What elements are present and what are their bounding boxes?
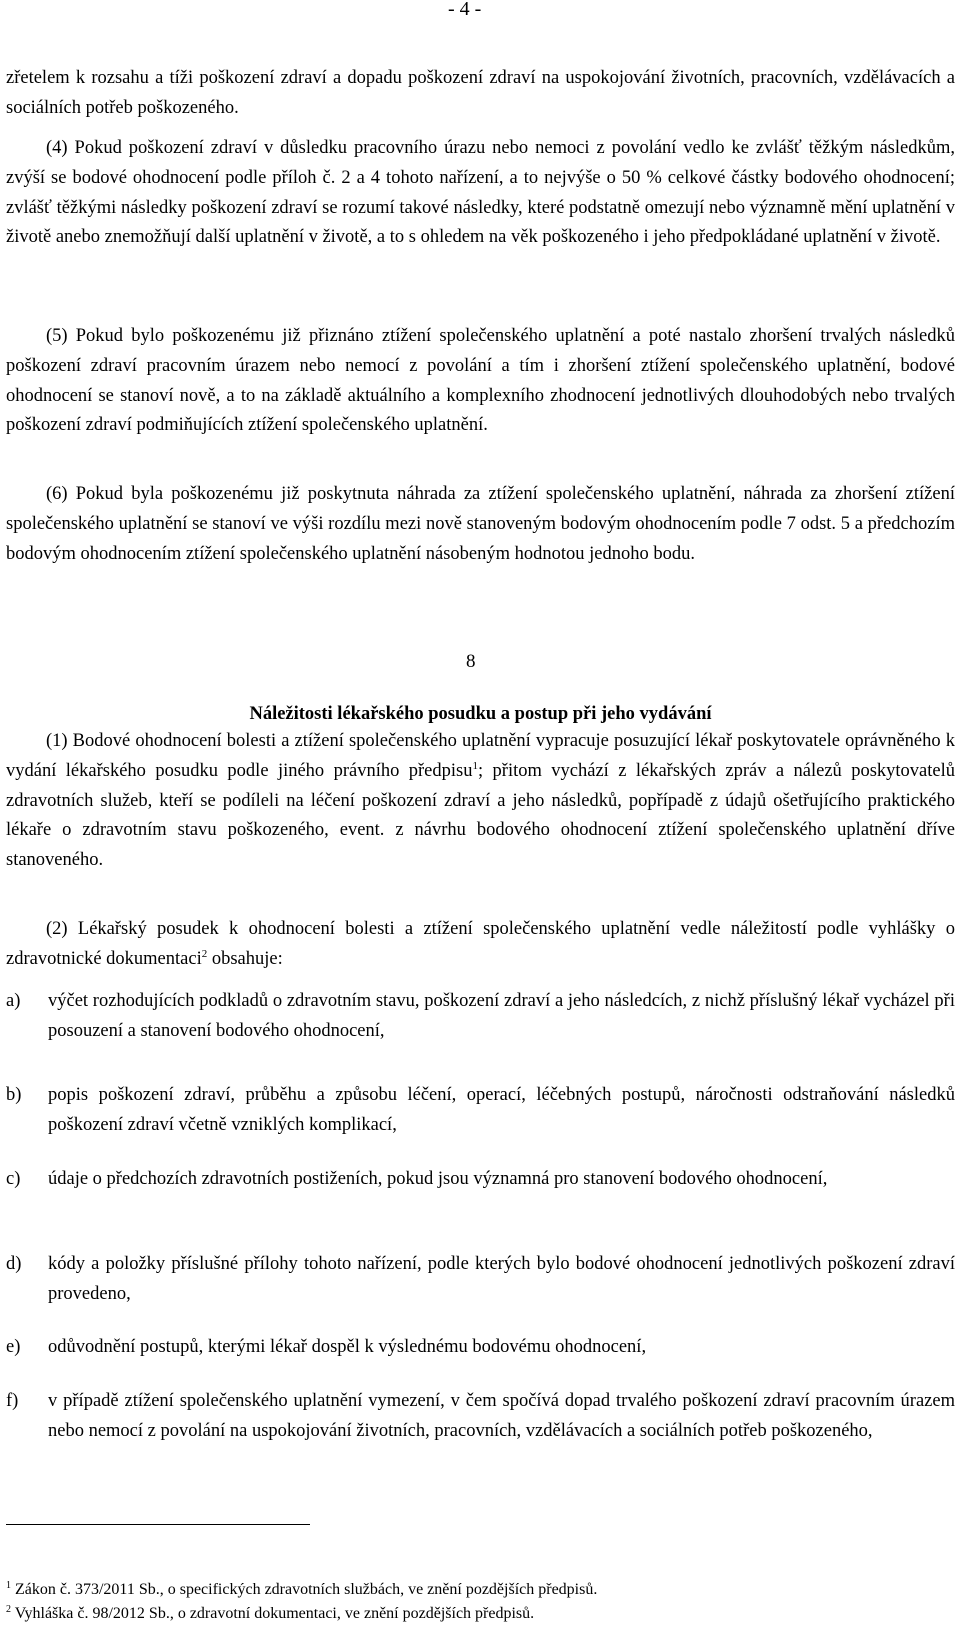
- list-item-marker: c): [6, 1169, 21, 1189]
- section-paragraph-1-text: (1) Bodové ohodnocení bolesti a ztížení společenského uplatnění vypracuje posuzující lékař poskytovatele oprávněného k vydání lékařského posudku podle jiného právního předpisu: [6, 731, 955, 781]
- footnote-text: Vyhláška č. 98/2012 Sb., o zdravotní dokumentaci, ve znění pozdějších předpisů.: [11, 1605, 535, 1622]
- section-paragraph-2: [6, 915, 955, 975]
- section-number: 8: [466, 651, 476, 672]
- list-item-text: údaje o předchozích zdravotních postiženích, pokud jsou významná pro stanovení bodového ohodnocení,: [48, 1169, 828, 1189]
- footnote-text: Zákon č. 373/2011 Sb., o specifických zdravotních službách, ve znění pozdějších předpisů.: [11, 1581, 598, 1598]
- list-item-marker: f): [6, 1391, 19, 1411]
- list-item-marker: d): [6, 1254, 22, 1274]
- paragraph-6: (6) Pokud byla poškozenému již poskytnuta náhrada za ztížení společenského uplatnění, náhrada za zhoršení ztížení společenského uplatnění se stanoví ve výši rozdílu mezi nově stanoveným bodovým ohodnocením podle 7 odst. 5 a předchozím bodovým ohodnocením ztížení společenského uplatnění násobeným hodnotou jednoho bodu.: [6, 484, 955, 564]
- paragraph-continuation: zřetelem k rozsahu a tíži poškození zdraví a dopadu poškození zdraví na uspokojování životních, pracovních, vzdělávacích a sociálních potřeb poškozeného.: [6, 68, 955, 118]
- list-item: [6, 1333, 955, 1363]
- list-item-text: výčet rozhodujících podkladů o zdravotním stavu, poškození zdraví a jeho následcích, z nichž příslušný lékař vycházel při posouzení a stanovení bodového ohodnocení,: [48, 991, 955, 1041]
- footnote-reference-2: 2: [201, 947, 208, 960]
- list-item: [6, 1250, 955, 1310]
- list-item-marker: b): [6, 1085, 22, 1105]
- footnote-2: [6, 1603, 955, 1625]
- list-item-text: odůvodnění postupů, kterými lékař dospěl k výslednému bodovému ohodnocení,: [48, 1337, 647, 1357]
- paragraph-5: (5) Pokud bylo poškozenému již přiznáno ztížení společenského uplatnění a poté nastalo zhoršení trvalých následků poškození zdraví pracovním úrazem nebo nemocí z povolání a tím i zhoršení ztížení společenského uplatnění, bodové ohodnocení se stanoví nově, a to na základě aktuálního a komplexního zhodnocení jednotlivých dlouhodobých nebo trvalých poškození zdraví podmiňujících ztížení společenského uplatnění.: [6, 326, 955, 436]
- section-paragraph-2-continuation: obsahuje:: [207, 948, 283, 969]
- footnote-separator: [6, 1524, 310, 1525]
- list-item: [6, 1081, 955, 1141]
- list-item-marker: a): [6, 991, 21, 1011]
- footnote-number: 2: [6, 1604, 11, 1615]
- list-item-marker: e): [6, 1337, 21, 1357]
- paragraph-4: (4) Pokud poškození zdraví v důsledku pracovního úrazu nebo nemoci z povolání vedlo ke zvlášť těžkým následkům, zvýší se bodové ohodnocení podle příloh č. 2 a 4 tohoto nařízení, a to nejvýše o 50 % celkové částky bodového ohodnocení; zvlášť těžkými následky poškození zdraví se rozumí takové následky, které podstatně omezují nebo významně mění uplatnění v životě anebo znemožňují další uplatnění v životě, a to s ohledem na věk poškozeného i jeho předpokládané uplatnění v životě.: [6, 138, 955, 248]
- footnote-reference-1: 1: [472, 759, 478, 772]
- footnote-number: 1: [6, 1580, 11, 1591]
- list-item-text: popis poškození zdraví, průběhu a způsobu léčení, operací, léčebných postupů, náročnosti odstraňování následků poškození zdraví včetně vzniklých komplikací,: [48, 1085, 955, 1135]
- list-item: [6, 1165, 955, 1195]
- list-item-text: kódy a položky příslušné přílohy tohoto nařízení, podle kterých bylo bodové ohodnocení jednotlivých poškození zdraví provedeno,: [48, 1254, 955, 1304]
- section-title: Náležitosti lékařského posudku a postup při jeho vydávání: [249, 704, 712, 724]
- page-number: - 4 -: [448, 0, 482, 20]
- footnote-1: [6, 1579, 955, 1601]
- section-paragraph-2-text: (2) Lékařský posudek k ohodnocení bolesti a ztížení společenského uplatnění vedle náležitostí podle vyhlášky o zdravotnické dokumentaci: [6, 919, 955, 969]
- list-item-text: v případě ztížení společenského uplatnění vymezení, v čem spočívá dopad trvalého poškození zdraví pracovním úrazem nebo nemocí z povolání na uspokojování životních, pracovních, vzdělávacích a sociálních potřeb poškozeného,: [48, 1391, 955, 1441]
- list-item: [6, 1387, 955, 1447]
- section-paragraph-1: [6, 727, 955, 876]
- list-item: [6, 987, 955, 1047]
- section-paragraph-1-continuation: ; přitom vychází z lékařských zpráv a nálezů poskytovatelů zdravotních služeb, kteří se podíleli na léčení poškození zdraví a jeho následků, popřípadě z údajů ošetřujícího praktického lékaře o zdravotním stavu poškozeného, event. z návrhu bodového ohodnocení ztížení společenského uplatnění dříve stanoveného.: [6, 760, 955, 871]
